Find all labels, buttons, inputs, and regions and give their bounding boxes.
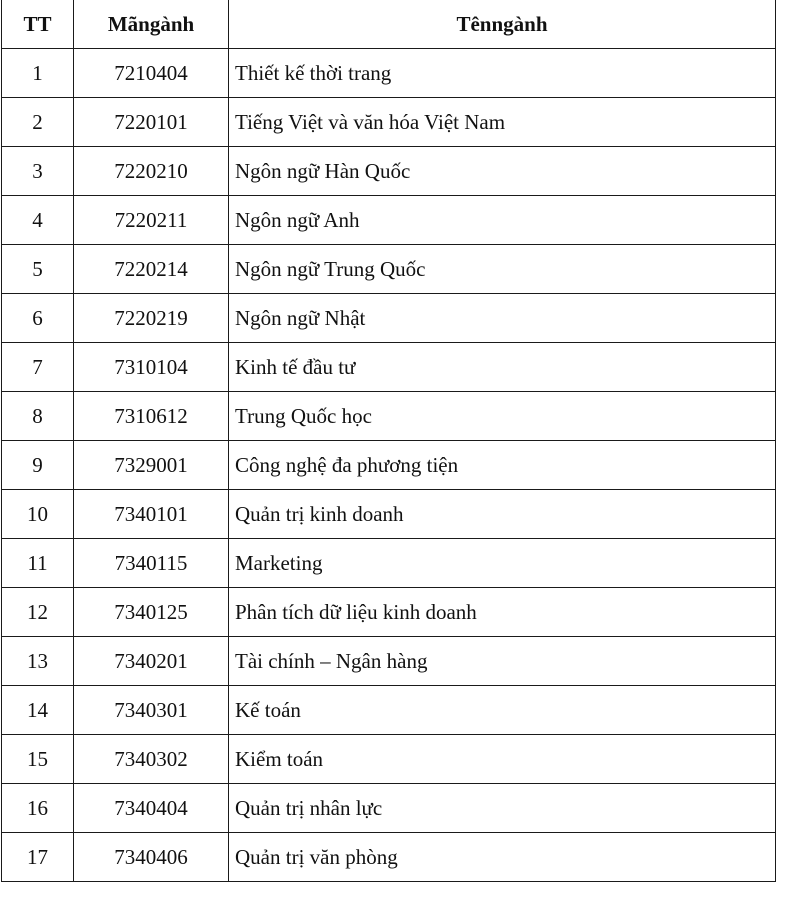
major-code-cell: 7220214 [74,245,229,294]
major-code-cell: 7340301 [74,686,229,735]
major-name-cell: Kiểm toán [229,735,776,784]
header-code: Mãngành [74,0,229,49]
tt-cell: 15 [2,735,74,784]
tt-cell: 12 [2,588,74,637]
major-name-cell: Ngôn ngữ Trung Quốc [229,245,776,294]
major-code-cell: 7340115 [74,539,229,588]
table-body [2,49,776,882]
major-code-cell: 7340406 [74,833,229,882]
major-name-cell: Phân tích dữ liệu kinh doanh [229,588,776,637]
major-name-cell: Tiếng Việt và văn hóa Việt Nam [229,98,776,147]
tt-cell: 10 [2,490,74,539]
header-name: Tênngành [229,0,776,49]
table-row [2,735,776,784]
major-code-cell: 7340302 [74,735,229,784]
major-name-cell: Quản trị kinh doanh [229,490,776,539]
major-code-cell: 7220101 [74,98,229,147]
table-row [2,637,776,686]
table-row [2,588,776,637]
major-name-cell: Trung Quốc học [229,392,776,441]
tt-cell: 13 [2,637,74,686]
table-row [2,49,776,98]
tt-cell: 5 [2,245,74,294]
major-name-cell: Quản trị nhân lực [229,784,776,833]
tt-cell: 2 [2,98,74,147]
majors-table [1,0,776,882]
major-code-cell: 7340125 [74,588,229,637]
major-code-cell: 7310612 [74,392,229,441]
header-row [2,0,776,49]
table-row [2,294,776,343]
table-row [2,196,776,245]
table-row [2,147,776,196]
table-row [2,98,776,147]
tt-cell: 9 [2,441,74,490]
tt-cell: 3 [2,147,74,196]
table-row [2,343,776,392]
major-code-cell: 7220210 [74,147,229,196]
major-code-cell: 7310104 [74,343,229,392]
tt-cell: 4 [2,196,74,245]
major-name-cell: Ngôn ngữ Anh [229,196,776,245]
header-tt: TT [2,0,74,49]
tt-cell: 8 [2,392,74,441]
major-name-cell: Thiết kế thời trang [229,49,776,98]
tt-cell: 6 [2,294,74,343]
tt-cell: 11 [2,539,74,588]
major-code-cell: 7340201 [74,637,229,686]
tt-cell: 17 [2,833,74,882]
major-code-cell: 7340101 [74,490,229,539]
major-code-cell: 7210404 [74,49,229,98]
table-row [2,441,776,490]
major-code-cell: 7329001 [74,441,229,490]
table-row [2,539,776,588]
table-row [2,686,776,735]
tt-cell: 1 [2,49,74,98]
major-name-cell: Quản trị văn phòng [229,833,776,882]
table-row [2,490,776,539]
major-name-cell: Kinh tế đầu tư [229,343,776,392]
tt-cell: 14 [2,686,74,735]
major-name-cell: Ngôn ngữ Hàn Quốc [229,147,776,196]
table-row [2,245,776,294]
major-name-cell: Ngôn ngữ Nhật [229,294,776,343]
major-name-cell: Tài chính – Ngân hàng [229,637,776,686]
table-row [2,784,776,833]
major-code-cell: 7220219 [74,294,229,343]
table-header [2,0,776,49]
tt-cell: 16 [2,784,74,833]
tt-cell: 7 [2,343,74,392]
table-row [2,833,776,882]
major-name-cell: Kế toán [229,686,776,735]
major-code-cell: 7220211 [74,196,229,245]
major-name-cell: Công nghệ đa phương tiện [229,441,776,490]
table-row [2,392,776,441]
major-name-cell: Marketing [229,539,776,588]
major-code-cell: 7340404 [74,784,229,833]
